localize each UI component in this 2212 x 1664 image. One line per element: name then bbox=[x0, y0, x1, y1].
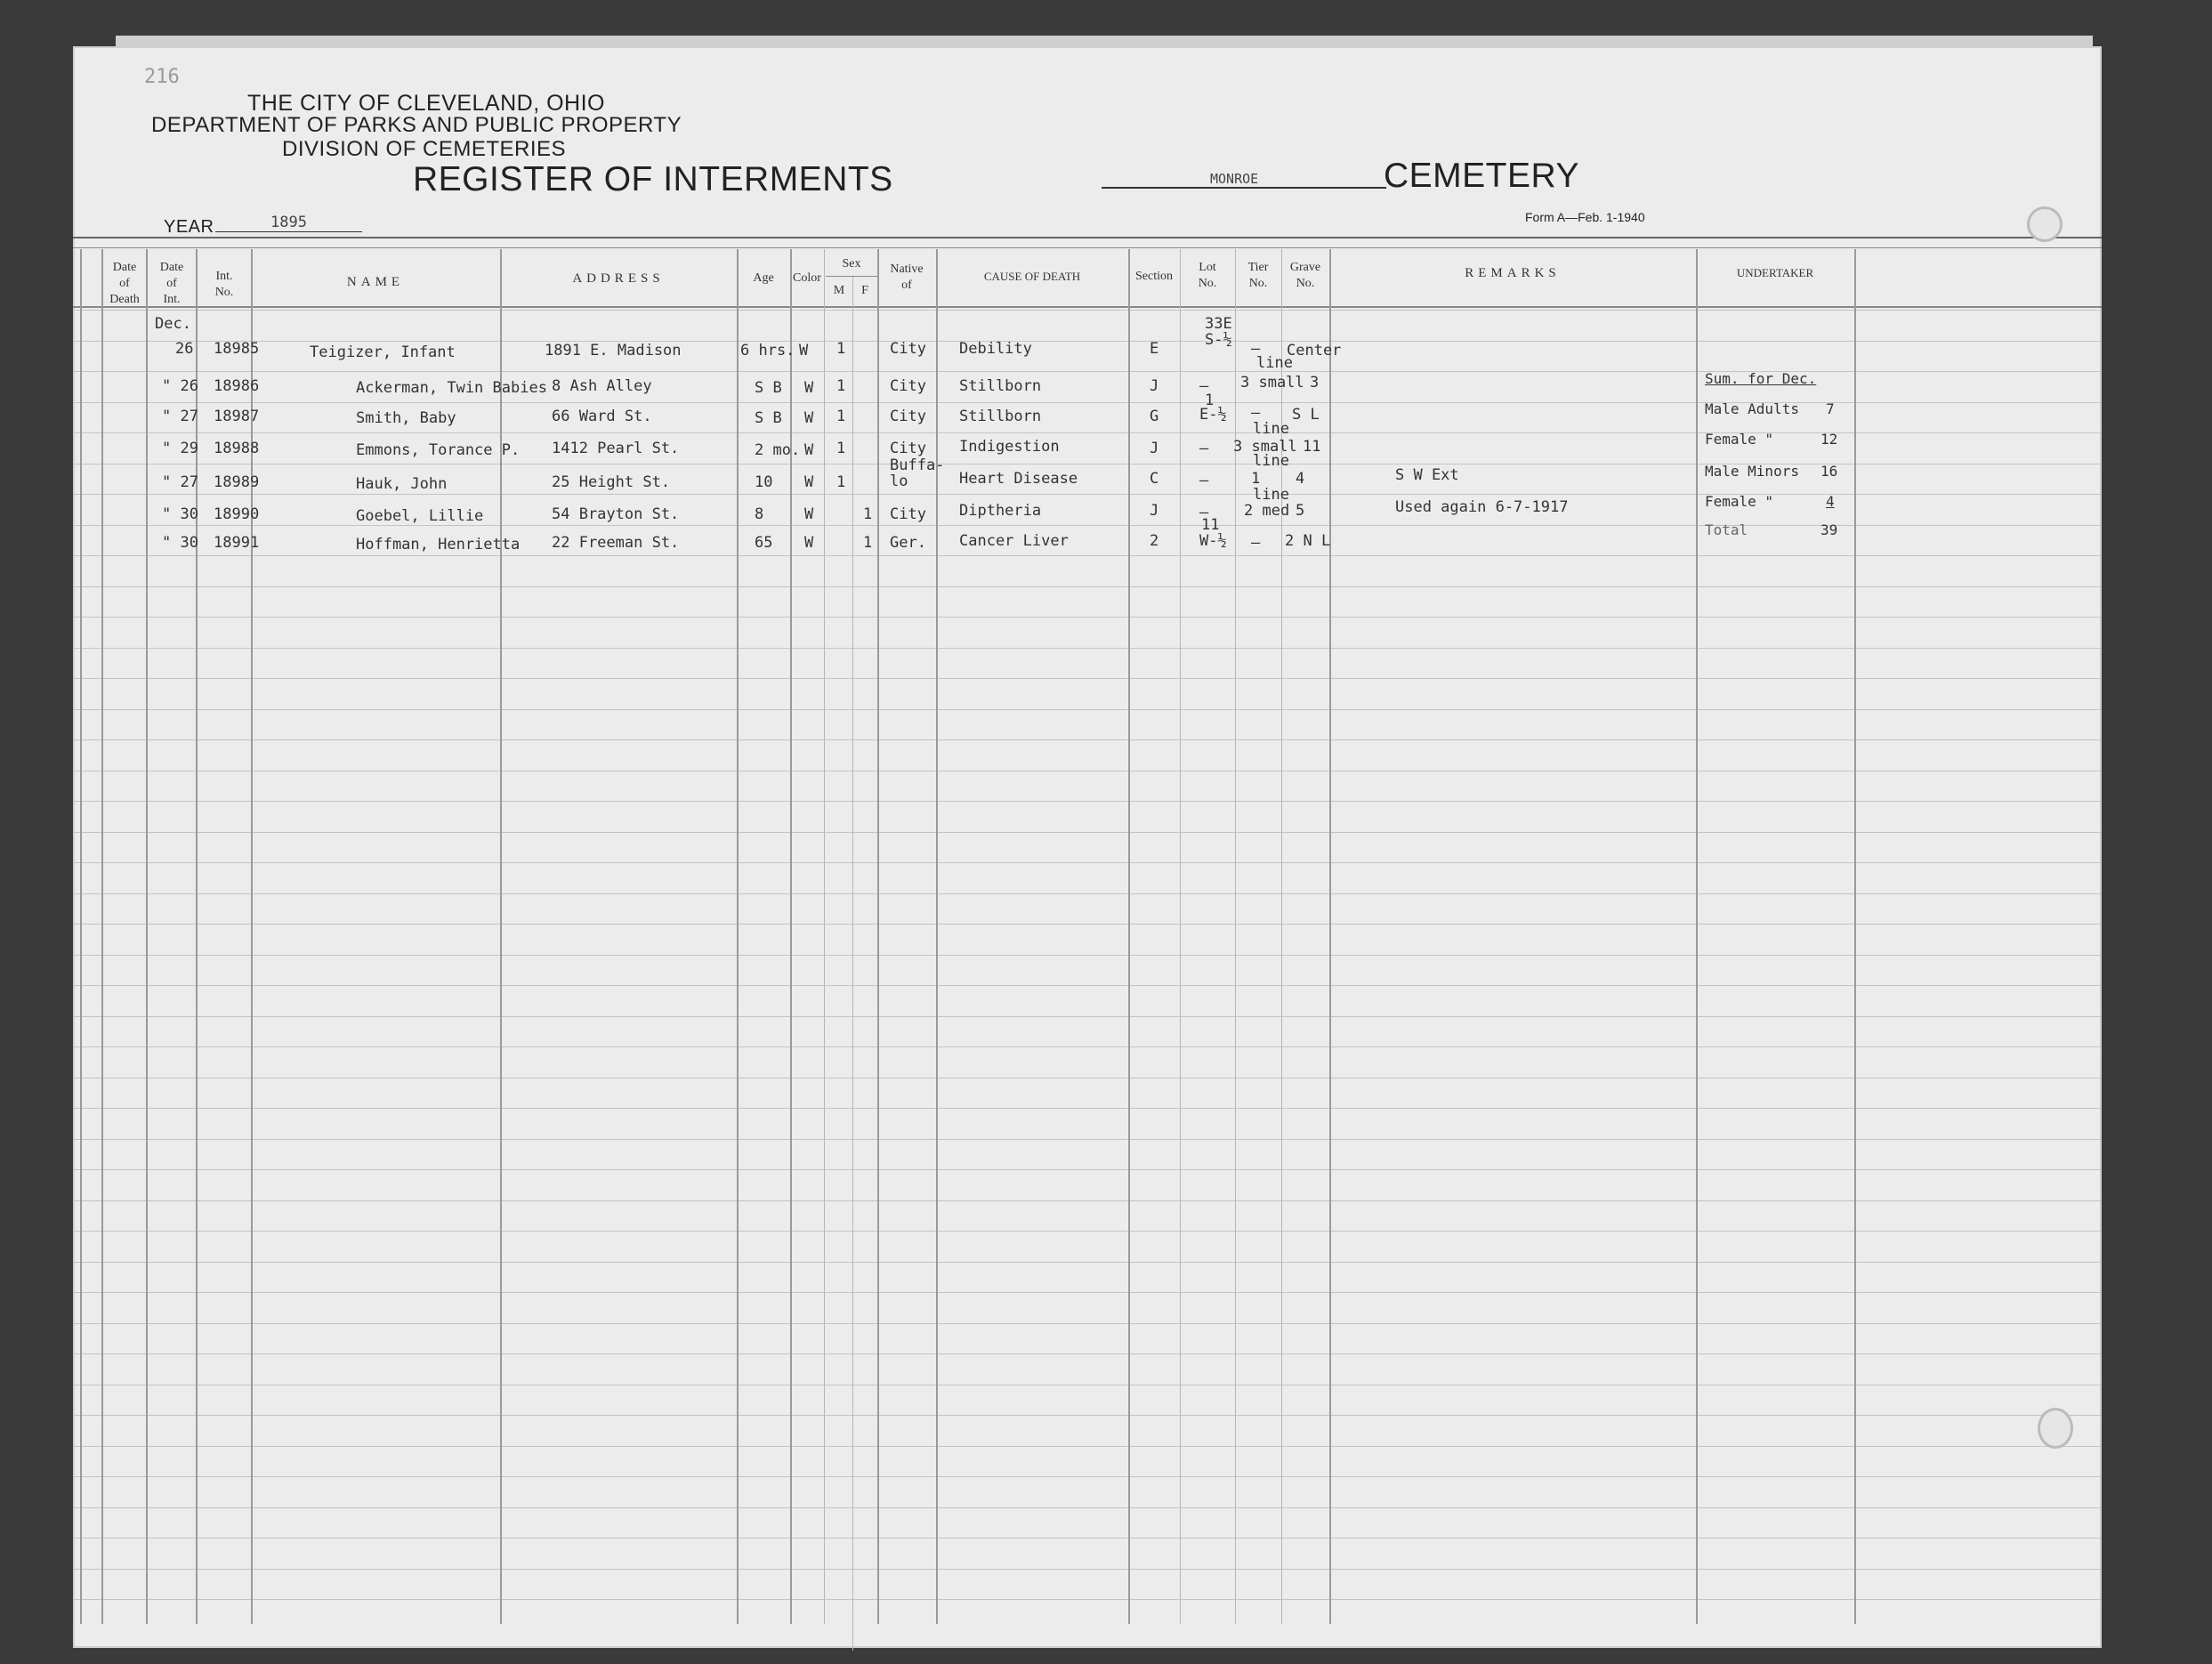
row6-remarks: Used again 6-7-1917 bbox=[1395, 498, 1569, 516]
row6-native: City bbox=[890, 505, 926, 523]
col-name: NAME bbox=[346, 275, 405, 289]
row5-tier-note: line bbox=[1253, 486, 1289, 504]
register-title: REGISTER OF INTERMENTS bbox=[413, 160, 893, 198]
col-int-no: Int. No. bbox=[214, 270, 234, 299]
row1-native: City bbox=[890, 340, 926, 358]
col-line bbox=[936, 249, 938, 1624]
summary-total-value: 39 bbox=[1820, 521, 1838, 538]
ruled-row-line bbox=[73, 801, 2102, 802]
row1-section: E bbox=[1150, 340, 1159, 358]
row4-section: J bbox=[1150, 440, 1159, 457]
row5-date-int: " 27 bbox=[162, 473, 198, 491]
row4-cause: Indigestion bbox=[959, 438, 1060, 456]
row1-tier-note: line bbox=[1256, 354, 1293, 372]
col-line bbox=[852, 276, 853, 1651]
row4-name: Emmons, Torance P. bbox=[356, 441, 521, 459]
ruled-row-line bbox=[73, 1139, 2102, 1140]
ruled-row-line bbox=[73, 678, 2102, 679]
row5-male: 1 bbox=[836, 473, 846, 491]
row3-native: City bbox=[890, 408, 926, 425]
col-date-of-int: Date of Int. bbox=[159, 261, 184, 306]
cemetery-label: CEMETERY bbox=[1384, 157, 1579, 195]
col-line bbox=[877, 249, 879, 1624]
row4-tier-note: line bbox=[1253, 452, 1289, 470]
row3-lot: 1 bbox=[1205, 392, 1215, 409]
summary-male-adults-value: 7 bbox=[1826, 400, 1835, 417]
row1-male: 1 bbox=[836, 340, 846, 358]
row5-name: Hauk, John bbox=[356, 475, 448, 493]
ruled-row-line bbox=[73, 310, 2102, 311]
col-line bbox=[1854, 249, 1856, 1624]
row4-date-int: " 29 bbox=[162, 440, 198, 457]
row5-grave: 4 bbox=[1296, 470, 1305, 488]
row5-age: 10 bbox=[755, 473, 773, 491]
row4-int-no: 18988 bbox=[214, 440, 260, 457]
row6-name: Goebel, Lillie bbox=[356, 507, 484, 525]
row6-tier: 2 med bbox=[1244, 502, 1290, 520]
row2-tier: 3 small bbox=[1240, 374, 1304, 392]
row5-remarks: S W Ext bbox=[1395, 466, 1459, 484]
row3-int-no: 18987 bbox=[214, 408, 260, 425]
ruled-row-line bbox=[73, 586, 2102, 587]
col-grave-no: Grave No. bbox=[1289, 261, 1321, 290]
year-line bbox=[215, 231, 362, 232]
col-line bbox=[1180, 249, 1181, 1624]
row3-name: Smith, Baby bbox=[356, 409, 456, 427]
col-tier-no: Tier No. bbox=[1247, 261, 1269, 290]
summary-male-adults-label: Male Adults bbox=[1705, 400, 1799, 417]
row2-cause: Stillborn bbox=[959, 377, 1042, 395]
month-label: Dec. bbox=[155, 315, 191, 333]
row1-age: 6 hrs. bbox=[740, 342, 795, 359]
row4-grave: 11 bbox=[1303, 438, 1321, 456]
row2-age: S B bbox=[755, 379, 782, 397]
row2-int-no: 18986 bbox=[214, 377, 260, 395]
ruled-row-line bbox=[73, 985, 2102, 986]
ruled-row-line bbox=[73, 1016, 2102, 1017]
row1-lot: 33E bbox=[1205, 315, 1232, 333]
sex-subrule bbox=[826, 276, 877, 277]
ruled-row-line bbox=[73, 1507, 2102, 1508]
col-line bbox=[824, 249, 825, 1624]
division-heading: DIVISION OF CEMETERIES bbox=[282, 137, 567, 161]
col-line bbox=[80, 249, 82, 1624]
summary-female-minors-value: 4 bbox=[1826, 493, 1835, 510]
ruled-row-line bbox=[73, 1569, 2102, 1570]
table-top-rule-2 bbox=[73, 247, 2102, 248]
summary-female-adults-value: 12 bbox=[1820, 431, 1838, 448]
row1-grave: Center bbox=[1287, 342, 1342, 359]
row2-section: J bbox=[1150, 377, 1159, 395]
row1-address: 1891 E. Madison bbox=[545, 342, 682, 359]
department-heading: DEPARTMENT OF PARKS AND PUBLIC PROPERTY bbox=[151, 113, 682, 137]
row3-date-int: " 27 bbox=[162, 408, 198, 425]
ruled-row-line bbox=[73, 862, 2102, 863]
row5-section: C bbox=[1150, 470, 1159, 488]
col-line bbox=[737, 249, 739, 1624]
row4-tier: 3 small bbox=[1233, 438, 1297, 456]
row4-lot: – bbox=[1199, 440, 1209, 457]
header-bottom-rule bbox=[73, 306, 2102, 308]
row7-address: 22 Freeman St. bbox=[552, 534, 680, 552]
row5-color: W bbox=[804, 473, 814, 491]
binder-hole bbox=[2038, 1408, 2073, 1449]
row7-native: Ger. bbox=[890, 534, 926, 552]
ruled-row-line bbox=[73, 1353, 2102, 1354]
ruled-row-line bbox=[73, 955, 2102, 956]
row7-int-no: 18991 bbox=[214, 534, 260, 552]
ruled-row-line bbox=[73, 341, 2102, 342]
cemetery-name: MONROE bbox=[1210, 171, 1259, 187]
row1-name: Teigizer, Infant bbox=[310, 343, 456, 361]
col-lot-no: Lot No. bbox=[1198, 261, 1217, 290]
row6-grave: 5 bbox=[1296, 502, 1305, 520]
row5-int-no: 18989 bbox=[214, 473, 260, 491]
year-value: 1895 bbox=[270, 214, 307, 231]
summary-female-adults-label: Female " bbox=[1705, 431, 1774, 448]
ruled-row-line bbox=[73, 1538, 2102, 1539]
ruled-row-line bbox=[73, 1200, 2102, 1201]
col-line bbox=[1128, 249, 1130, 1624]
row3-lot-part: E-½ bbox=[1199, 406, 1227, 424]
ruled-row-line bbox=[73, 432, 2102, 433]
ruled-row-line bbox=[73, 832, 2102, 833]
year-label: YEAR bbox=[164, 217, 214, 237]
col-native-of: Native of bbox=[890, 263, 924, 292]
col-age: Age bbox=[753, 271, 774, 285]
binder-hole bbox=[2027, 206, 2063, 242]
summary-male-minors-label: Male Minors bbox=[1705, 463, 1799, 480]
row3-grave: S L bbox=[1292, 406, 1320, 424]
ruled-row-line bbox=[73, 1446, 2102, 1447]
row4-male: 1 bbox=[836, 440, 846, 457]
row5-native: Buffa-lo bbox=[890, 456, 945, 490]
ruled-row-line bbox=[73, 525, 2102, 526]
row2-color: W bbox=[804, 379, 814, 397]
row7-lot-part: W-½ bbox=[1199, 532, 1227, 550]
col-section: Section bbox=[1135, 270, 1173, 283]
row2-grave: 3 bbox=[1310, 374, 1320, 392]
form-number: Form A—Feb. 1-1940 bbox=[1525, 210, 1645, 224]
summary-total-label: Total bbox=[1705, 521, 1748, 538]
col-date-of-death: Date of Death bbox=[109, 261, 140, 306]
row3-cause: Stillborn bbox=[959, 408, 1042, 425]
ruled-row-line bbox=[73, 494, 2102, 495]
row1-tier: – bbox=[1251, 340, 1261, 358]
row6-section: J bbox=[1150, 502, 1159, 520]
ruled-row-line bbox=[73, 617, 2102, 618]
col-sex-m: M bbox=[833, 284, 845, 297]
ruled-row-line bbox=[73, 1323, 2102, 1324]
cemetery-name-line bbox=[1102, 187, 1386, 189]
row3-male: 1 bbox=[836, 408, 846, 425]
col-address: ADDRESS bbox=[572, 271, 665, 286]
row2-native: City bbox=[890, 377, 926, 395]
city-heading: THE CITY OF CLEVELAND, OHIO bbox=[247, 91, 606, 116]
ruled-row-line bbox=[73, 648, 2102, 649]
row7-female: 1 bbox=[863, 534, 873, 552]
ruled-row-line bbox=[73, 739, 2102, 740]
row3-section: G bbox=[1150, 408, 1159, 425]
ruled-row-line bbox=[73, 1262, 2102, 1263]
row6-int-no: 18990 bbox=[214, 505, 260, 523]
col-sex-f: F bbox=[861, 284, 868, 297]
row3-tier: – bbox=[1251, 404, 1261, 422]
row6-cause: Diptheria bbox=[959, 502, 1042, 520]
col-line bbox=[146, 249, 148, 1624]
row7-lot: 11 bbox=[1201, 516, 1220, 534]
ruled-row-line bbox=[73, 1476, 2102, 1477]
row5-tier: 1 bbox=[1251, 470, 1261, 488]
row2-lot: – bbox=[1199, 377, 1209, 395]
row5-lot: – bbox=[1199, 472, 1209, 489]
col-color: Color bbox=[793, 271, 821, 285]
row6-female: 1 bbox=[863, 505, 873, 523]
page-number: 216 bbox=[144, 66, 180, 88]
row1-int-no: 18985 bbox=[214, 340, 260, 358]
summary-male-minors-value: 16 bbox=[1820, 463, 1838, 480]
summary-female-minors-label: Female " bbox=[1705, 493, 1774, 510]
row7-cause: Cancer Liver bbox=[959, 532, 1069, 550]
row7-section: 2 bbox=[1150, 532, 1159, 550]
col-sex: Sex bbox=[842, 257, 861, 271]
ruled-row-line bbox=[73, 555, 2102, 556]
row2-name: Ackerman, Twin Babies bbox=[356, 379, 547, 397]
ruled-row-line bbox=[73, 1292, 2102, 1293]
table-top-rule bbox=[73, 237, 2102, 238]
summary-title: Sum. for Dec. bbox=[1705, 370, 1817, 387]
row1-lot-part: S-½ bbox=[1205, 331, 1232, 349]
row4-color: W bbox=[804, 441, 814, 459]
row2-date-int: " 26 bbox=[162, 377, 198, 395]
row7-age: 65 bbox=[755, 534, 773, 552]
row4-native: City bbox=[890, 440, 926, 457]
row3-address: 66 Ward St. bbox=[552, 408, 652, 425]
row7-color: W bbox=[804, 534, 814, 552]
row3-age: S B bbox=[755, 409, 782, 427]
row7-date-int: " 30 bbox=[162, 534, 198, 552]
ruled-row-line bbox=[73, 1599, 2102, 1600]
row2-address: 8 Ash Alley bbox=[552, 377, 652, 395]
col-line bbox=[1329, 249, 1331, 1624]
ruled-row-line bbox=[73, 1046, 2102, 1047]
ruled-row-line bbox=[73, 893, 2102, 894]
row3-tier-note: line bbox=[1253, 420, 1289, 438]
col-cause-of-death: CAUSE OF DEATH bbox=[983, 270, 1081, 283]
ruled-row-line bbox=[73, 1108, 2102, 1109]
row4-age: 2 mo. bbox=[755, 441, 801, 459]
row6-address: 54 Brayton St. bbox=[552, 505, 680, 523]
row7-grave: 2 N L bbox=[1285, 532, 1331, 550]
row2-male: 1 bbox=[836, 377, 846, 395]
ruled-row-line bbox=[73, 1231, 2102, 1232]
row7-tier: – bbox=[1251, 534, 1261, 552]
row3-color: W bbox=[804, 409, 814, 427]
row5-address: 25 Height St. bbox=[552, 473, 671, 491]
row1-color: W bbox=[799, 342, 809, 359]
row7-name: Hoffman, Henrietta bbox=[356, 536, 521, 553]
ruled-row-line bbox=[73, 1415, 2102, 1416]
row6-color: W bbox=[804, 505, 814, 523]
col-remarks: REMARKS bbox=[1465, 266, 1561, 280]
register-page bbox=[73, 46, 2102, 1648]
row4-address: 1412 Pearl St. bbox=[552, 440, 680, 457]
col-line bbox=[1696, 249, 1698, 1624]
row1-cause: Debility bbox=[959, 340, 1032, 358]
ruled-row-line bbox=[73, 709, 2102, 710]
row6-date-int: " 30 bbox=[162, 505, 198, 523]
col-line bbox=[101, 249, 103, 1624]
ruled-row-line bbox=[73, 1169, 2102, 1170]
row6-lot: – bbox=[1199, 504, 1209, 521]
row5-cause: Heart Disease bbox=[959, 470, 1078, 488]
ruled-row-line bbox=[73, 924, 2102, 925]
col-undertaker: UNDERTAKER bbox=[1736, 266, 1814, 279]
row6-age: 8 bbox=[755, 505, 764, 523]
row1-date-int: 26 bbox=[175, 340, 194, 358]
